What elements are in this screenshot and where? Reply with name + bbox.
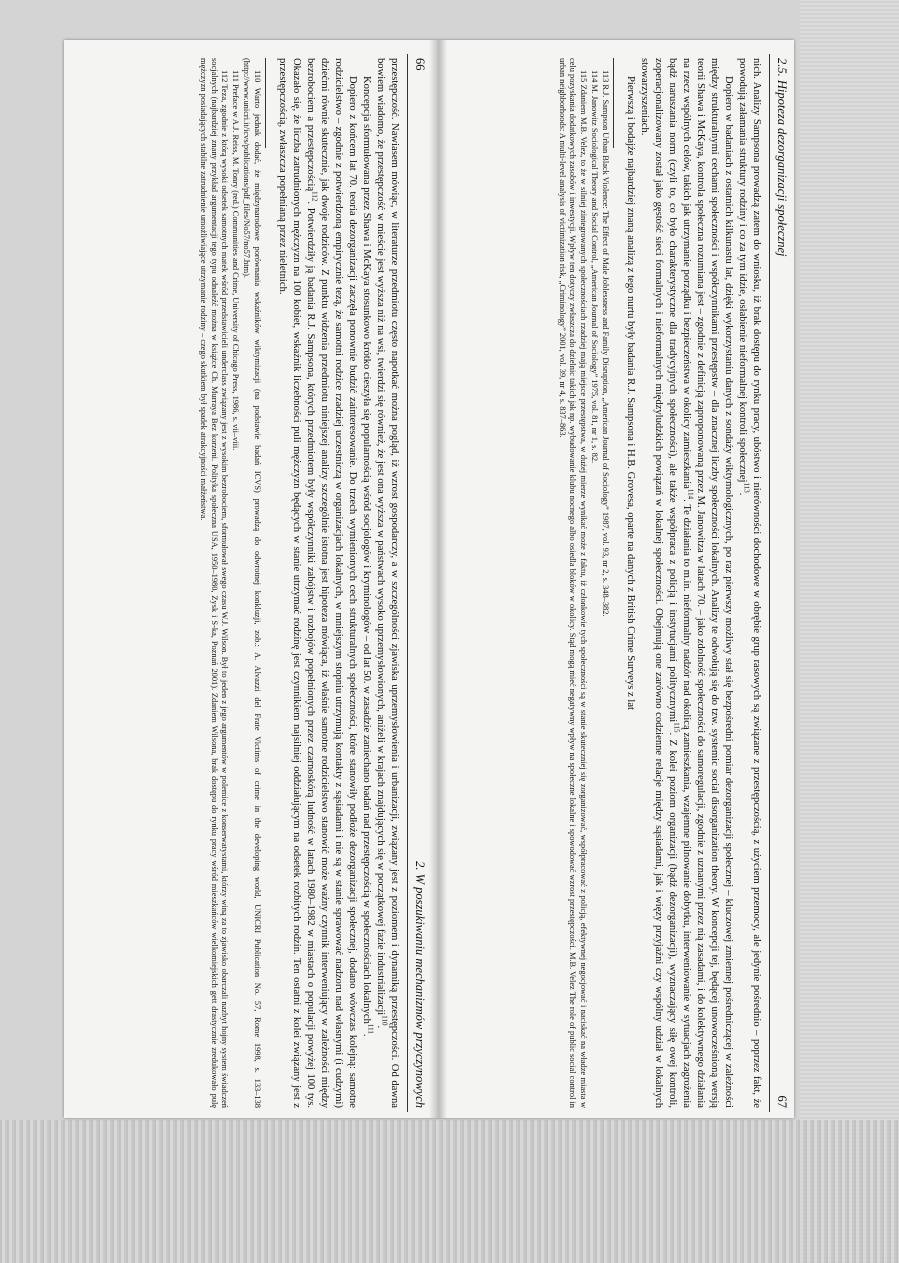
footnote-ref: 115 xyxy=(672,722,681,733)
running-head-title-left: 2. W poszukiwaniu mechanizmów przyczynowych xyxy=(413,861,427,1108)
footnotes-left xyxy=(197,58,266,1108)
footnote-ref: 112 xyxy=(310,191,319,202)
footnote: 112 Teza, zgodnie z którą wysoki odsetek samotnych matek wśród przedstawicieli underclass związany jest z wysokim bezrobociem, sformułował swego czasu W.J. Wilson. Był to jeden z jego argumentów w polemice z konserwatystami, którzy winą za to zjawisko obarczali nazbyt hojny system świadczeń socjalnych (najbardziej znany przykład argumentacji tego typu odnaleźć można w książce Ch. Murraya Bez korzeni. Polityka społeczna USA, 1950–1980, Zysk i S-ka, Poznań 2001). Zdaniem Wilsona, brak dostępu do rynku pracy wśród mieszkańców wielkomiejskich gett drastycznie zredukowało pulę mężczyzn posiadających stabilne zatrudnienie umożliwiające utrzymanie rodziny – czego skutkiem był spadek atrakcyjności małżeństwa. xyxy=(198,58,230,1108)
footnote-ref: 114 xyxy=(686,488,695,500)
running-head-right xyxy=(769,54,790,1112)
page-body-left xyxy=(197,54,407,1112)
footnote: 110 Warto jednak dodać, że międzynarodowe porównania wskaźników wiktymizacji (na podstawie badań ICVS) prowadzą do odwrotnej konkluzji, zob.: A. Alvazzi del Frate Victims of crime in the developing world, UNICRI Publication No. 57, Rome 1998, s. 133–138 (http://www.unicri.it/icvs/publications/pdf_files/No57/no57.htm). xyxy=(241,58,262,1108)
paragraph: Dopiero w badaniach z ostatnich kilkunastu lat, dzięki wykorzystaniu danych z sondaży wiktymologicznych, po raz pierwszy możliwy stał się bezpośredni pomiar dezorganizacji społecznej – kluczowej zmiennej pośredniczącej w zależności między strukturalnymi cechami społeczności i współczynnikami przestępstw – dla znacznej liczby społeczności lokalnych. Analizy te odwołują się do tzw. systemic social disorganization theory. W koncepcji tej, będącej unowocześnioną wersją teorii Shawa i McKaya, kontrola społeczna rozumiana jest – zgodnie z definicją zaproponowaną przez M. Janowitza w latach 70. – jako zdolność społeczności do samoregulacji, zgodnie z uznanymi przez nią zasadami, i do kolektywnego działania na rzecz wspólnych celów, takich jak utrzymanie porządku i bezpieczeństwa w okolicy zamieszkania$^{114}$. Te działania to m.in. nieformalny nadzór nad okolicą zamieszkania, wzajemne pilnowanie dobytku, interweniowanie w sytuacjach zagrożenia bądź naruszania norm (czyli to, co było charakterystyczne dla tradycyjnych społeczności), ale także współpraca z policją i instytucjami politycznymi$^{115}$. Z kolei poziom organizacji (bądź dezorganizacji), wyznaczający siłę owej kontroli, zoperacjonalizowany został jako gęstość sieci formalnych i nieformalnych międzyludzkich powiązań w lokalnej społeczności. Obejmują one zarówno codzienne relacje między sąsiadami, jak i więzy przyjaźni czy wspólny udział w lokalnych stowarzyszeniach. xyxy=(638,58,735,1109)
scan-noise-bottom xyxy=(0,1120,899,1263)
paragraph: Pierwszą i bodajże najbardziej znaną analizą z tego nurtu były badania R.J. Sampsona i H.B. Grovesa, oparte na danych z British Crime Surveys z lat xyxy=(624,76,636,710)
footnote: 115 Zdaniem M.B. Velez, to że w silniej zintegrowanych społecznościach rzadziej mają miejsce przestępstwa, w dużej mierze wynikać może z faktu, iż członkowie tych społeczności są w stanie skuteczniej się zorganizować, współpracować z policją, efektywnej negocjować i naciskać na władze miasta w celu pozyskania dodatkowych zasobów i inwestycji. Wpływ ten dotyczy zwłaszcza do dzielnic takich jak np. wybudowanie klubu nocnego albo osiedla bloków w okolicy. Stąd mogą mieć negatywny wpływ na społeczne lokalne i spowodować wzrost przestępczości. M.B. Velez The role of public social control in urban neighborhoods: A multi-level analysis of victimization risk, „Criminology” 2001, vol. 39, nr 4, s. 837–863. xyxy=(557,58,589,1108)
footnote-ref: 113 xyxy=(742,482,751,493)
page-67 xyxy=(435,54,790,1112)
page-66 xyxy=(73,54,428,1112)
footnote: 114 M. Janowitz Sociological Theory and Social Control, „American Journal of Sociology” 1975, vol. 81, nr 1, s. 82. xyxy=(589,70,599,464)
footnotes-right xyxy=(556,58,614,1108)
page-body-right xyxy=(556,54,770,1112)
footnote: 113 R.J. Sampson Urban Black Violence: The Effect of Male Joblessness and Family Disruption, „American Journal of Sociology” 1987, vol. 93, nr 2, s. 348–382. xyxy=(600,70,610,617)
page-number-right: 67 xyxy=(775,1095,789,1108)
paragraph: nich. Analizy Sampsona prowadzą zatem do wniosku, iż brak dostępu do rynku pracy, ubóstwo i nierówności dochodowe w obrębie grup rasowych są związane z przestępczością, z użyciem przemocy, ale jedynie pośrednio – poprzez fakt, że powodują załamania struktury rodziny i co za tym idzie, osłabienie nieformalnej kontroli społecznej$^{113}$. xyxy=(737,58,763,1108)
paragraph: Dopiero z końcem lat 70. teoria dezorganizacji zaczęła ponownie budzić zainteresowanie. Do trzech wymienionych cech strukturalnych społeczności, które stanowiły podłoże dezorganizacji społecznej, dodano wówczas kolejną: samotne rodzicielstwo – zgodnie z potwierdzoną empirycznie tezą, że samotni rodzice rzadziej uczestniczą w organizacjach lokalnych, w mniejszym stopniu utrzymują kontakty z sąsiadami i nie są w stanie sprawować nadzoru nad własnymi (i cudzymi) dziećmi równie skutecznie, jak dwoje rodziców. Z punktu widzenia przedmiotu niniejszej analizy szczególnie istotna jest hipoteza mówiąca, iż właśnie samotne rodzicielstwo stanowić może ważny czynnik interweniujący w zależności między bezrobociem a przestępczością$^{112}$. Potwierdziły ją badania R.J. Sampsona, których przedmiotem były współczynniki zabójstw i rozbojów popełnionych przez czarnoskórą ludność w latach 1980–1982 w miastach o populacji powyżej 100 tys. Okazało się, że liczba zatrudnionych mężczyzn na 100 kobiet, wskaźnik liczebności puli mężczyzn będących w stanie utrzymać rodzinę jest czynnikiem najsilniej oddziałującym na odsetek rozbitych rodzin. Ten ostatni z kolei związany jest z przestępczością, zwłaszcza popełnianą przez nieletnich. xyxy=(276,58,359,1109)
paragraph: Koncepcja sformułowana przez Shawa i McKaya stosunkowo krótko cieszyła się popularnością wśród socjologów i kryminologów – od lat 50. w zasadzie zaniechano badań nad przestępczością w społecznościach lokalnych$^{111}$. xyxy=(361,76,375,1037)
scan-noise-right xyxy=(800,0,899,1263)
paragraph: przestępczość. Nawiasem mówiąc, w literaturze przedmiotu często napotkać można pogląd, iż wzrost gospodarczy, a w szczególności zjawiska uprzemysłowienia i urbanizacji, związany jest z poziomem i dynamiką przestępczości. Od dawna bowiem wiadomo, że przestępczość w mieście jest wyższa niż na wsi, twierdzi się również, że jest ona wyższa w państwach wysoko uprzemysłowionych, aniżeli w krajach znajdujących się w początkowej fazie industrializacji$^{110}$. xyxy=(375,58,401,1108)
footnote: 111 Preface w A.J. Reiss, M. Tonry (red.) Communities and Crime, University of Chicago Press, 1986, s. vii–viii. xyxy=(231,70,241,451)
footnote-rule xyxy=(265,58,266,148)
page-number-left: 66 xyxy=(413,58,427,71)
footnote-ref: 110 xyxy=(380,1015,389,1026)
footnote-rule xyxy=(613,58,614,148)
running-head-left xyxy=(407,54,428,1112)
footnote-ref: 111 xyxy=(366,1023,375,1034)
running-head-title-right: 2.5. Hipoteza dezorganizacji społecznej xyxy=(775,58,789,257)
